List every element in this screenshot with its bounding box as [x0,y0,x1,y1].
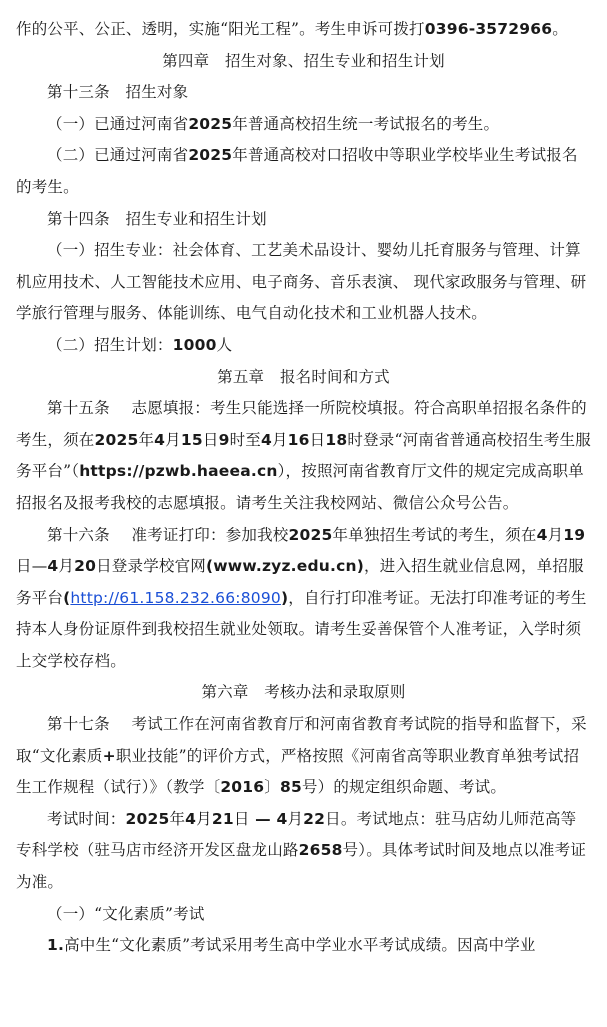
text: 准考证打印：参加我校 [131,525,289,544]
number: 4 [536,525,548,544]
text: 高中生“文化素质”考试采用考生高中学业水平考试成绩。因高中学业 [64,936,536,955]
text: 月 [287,809,304,828]
number: 4 [47,557,59,576]
year-number: 2025 [188,146,233,165]
text: 年普通高校对口招收中等职业学校毕业生考试报名的考生。 [16,146,578,196]
article-label: 第十七条 [47,715,110,734]
paragraph-13-2 [16,140,591,203]
article-17-paragraph [16,709,591,804]
text: 日— [16,557,48,576]
text: 时至 [229,430,261,449]
number: 19 [563,525,586,544]
chapter-6-heading: 第六章 考核办法和录取原则 [201,683,406,702]
number: 15 [180,430,203,449]
text: 日 [233,809,250,828]
text: 考试工作在河南省教育厅和河南省教育考试院的指导和监督下，采取“文化素质 [16,715,587,765]
text: 年单独招生考试的考生，须在 [332,525,537,544]
article-label: 第十五条 [47,399,110,418]
text: （二）已通过河南省 [47,146,189,165]
text: 年 [138,430,155,449]
article-label: 第十六条 [47,525,110,544]
text: 月 [165,430,181,449]
text: 号）的规定组织命题、考试。 [301,778,507,797]
text: + [102,746,116,765]
number: 2025 [288,525,333,544]
text: 。 [552,20,568,38]
list-number: 1. [47,936,65,955]
document-body [16,0,591,962]
article-14-heading: 第十四条 招生专业和招生计划 [47,209,267,228]
paragraph-high-school-students [16,930,591,962]
subsection-cultural-quality-heading: （一）“文化素质”考试 [47,904,205,923]
text: 月 [58,557,75,576]
paragraph-14-majors: （一）招生专业：社会体育、工艺美术品设计、婴幼儿托育服务与管理、计算机应用技术、人工智能技术应用、电子商务、音乐表演、 现代家政服务与管理、研学旅行管理与服务、体能训练、电气自动化技术和工业机器人技术。 [16,241,587,323]
exam-time-location-paragraph [16,804,591,899]
number: 2658 [298,841,343,860]
number: 2025 [94,430,139,449]
enrollment-plan-number: 1000 [172,335,217,354]
text: ) [280,588,289,607]
text: 日。考试地点：驻马店幼儿师范高等专科学校（驻马店市经济开发区盘龙山路 [16,809,577,860]
text: ），按照河南省教育厅文件的规定完成高职单招报名及报考我校的志愿填报。请考生关注我校网站、微信公众号公告。 [16,462,584,512]
paragraph-14-plan [16,330,591,362]
chapter-4-heading: 第四章 招生对象、招生专业和招生计划 [162,51,445,70]
text: 年 [169,809,186,828]
number: 18 [325,430,348,449]
paragraph-appeal-contact [16,14,591,46]
text: 志愿填报：考生只能选择一所院校填报。符合高职单招报名条件的考生，须在 [16,399,587,449]
number: 4 [154,430,166,449]
text: 人 [216,335,233,354]
article-16-paragraph [16,520,591,678]
number: 85 [279,778,302,797]
text: 日 [309,430,326,449]
number: 22 [303,809,326,828]
text: （一）已通过河南省 [47,114,189,133]
number: 21 [211,809,234,828]
text: 职业技能”的评价方式，严格按照《河南省高等职业教育单独考试招生工作规程（试行）》（教学〔 [16,746,580,797]
text: 〕 [264,778,280,797]
text: 日登录学校官网 [96,557,206,576]
text: ( [63,588,71,607]
number: 4 [185,809,197,828]
school-website-url: (www.zyz.edu.cn) [206,557,365,576]
paragraph-13-1 [16,109,591,141]
number: 2016 [220,778,265,797]
number: 2025 [125,809,170,828]
number: 9 [218,430,230,449]
text: 月 [196,809,212,828]
text: 考试时间： [47,809,126,828]
text: 月 [547,525,564,544]
text: — [249,809,277,828]
text: 月 [271,430,288,449]
text: ，自行打印准考证。无法打印准考证的考生持本人身份证原件到我校招生就业处领取。请考生妥善保管个人准考证，入学时须上交学校存档。 [16,588,587,670]
year-number: 2025 [188,114,233,133]
number: 20 [74,557,97,576]
text: 号）。具体考试时间及地点以准考证为准。 [16,841,587,892]
number: 16 [287,430,310,449]
admission-service-link[interactable]: http://61.158.232.66:8090 [70,588,281,607]
chapter-5-heading: 第五章 报名时间和方式 [217,367,390,386]
article-15-paragraph [16,393,591,519]
appeal-phone-number: 0396-3572966 [424,20,553,38]
article-13-heading: 第十三条 招生对象 [47,83,189,102]
text: ，进入招生就业信息网，单招服务平台 [16,557,584,607]
text: 作的公平、公正、透明，实施“阳光工程”。考生申诉可拨打 [16,20,425,38]
number: 4 [276,809,288,828]
platform-url: https://pzwb.haeea.cn [79,462,278,481]
number: 4 [260,430,272,449]
text: 日 [202,430,219,449]
text: 年普通高校招生统一考试报名的考生。 [232,114,500,133]
text: 时登录“河南省普通高校招生考生服务平台”（ [16,430,591,481]
text: （二）招生计划： [47,335,173,354]
